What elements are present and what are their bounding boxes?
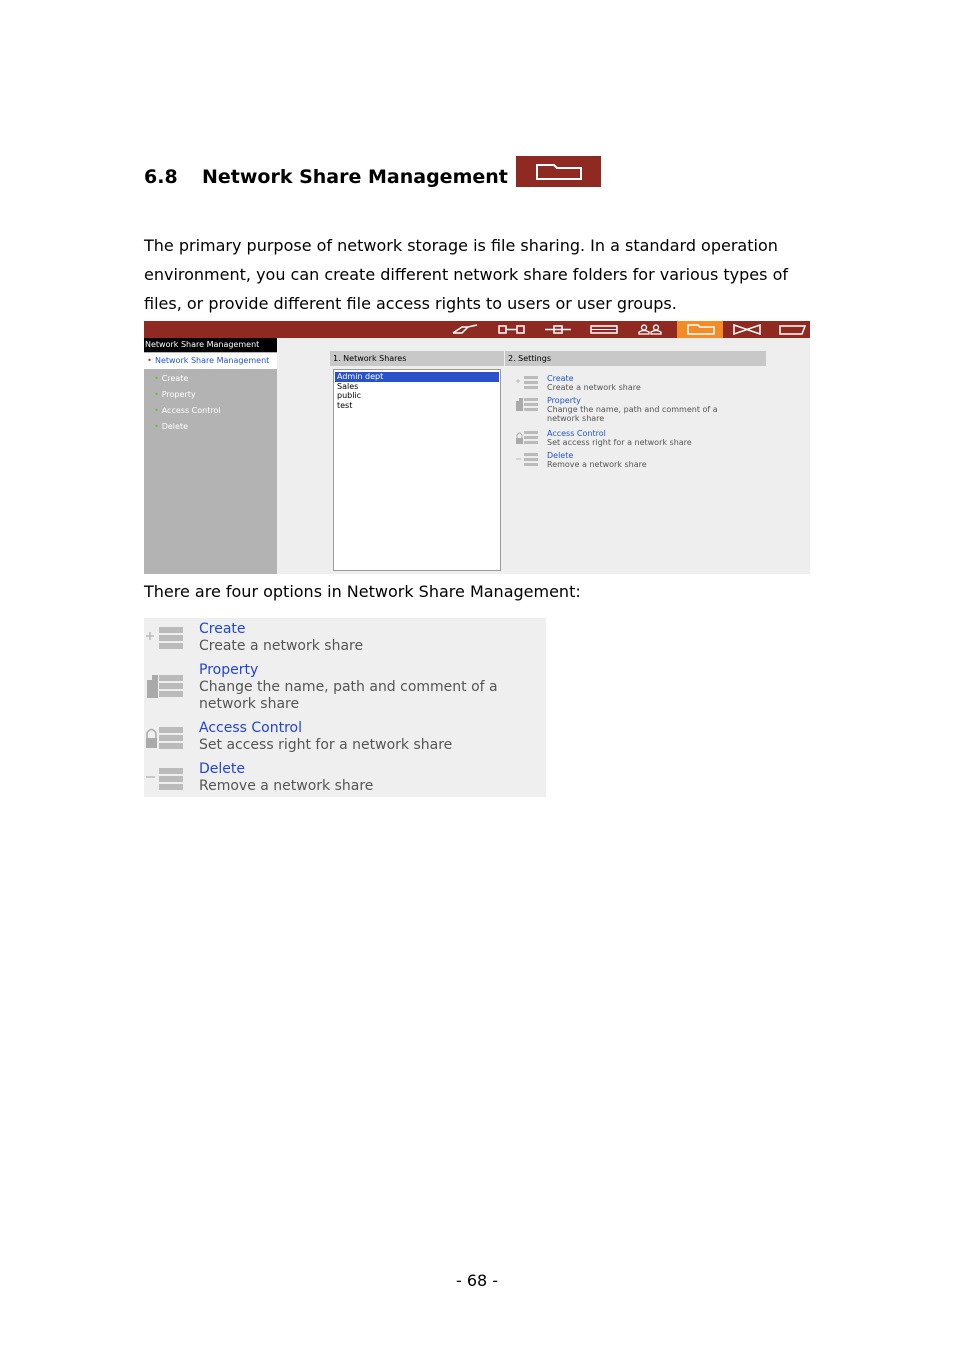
option-description: Create a network share bbox=[547, 383, 641, 392]
section-heading bbox=[144, 166, 508, 188]
system-icon[interactable] bbox=[442, 321, 488, 338]
option-description: Set access right for a network share bbox=[547, 438, 692, 447]
sidebar-item-label: Delete bbox=[161, 422, 189, 431]
remove-share-icon bbox=[145, 765, 185, 793]
bullet-icon: • bbox=[154, 374, 159, 383]
backup-icon[interactable] bbox=[723, 321, 769, 338]
bullet-icon: • bbox=[154, 390, 159, 399]
network-shares-list[interactable] bbox=[333, 369, 501, 571]
network-shares-header: 1. Network Shares bbox=[330, 351, 504, 366]
raid-icon[interactable] bbox=[580, 321, 626, 338]
bullet-icon: • bbox=[147, 356, 152, 365]
option-title: Access Control bbox=[199, 720, 302, 736]
option-title: Create bbox=[547, 374, 574, 383]
sidebar-title: Network Share Management bbox=[144, 338, 277, 352]
option-title: Property bbox=[199, 662, 259, 678]
settings-header: 2. Settings bbox=[505, 351, 766, 366]
page-number: - 68 - bbox=[455, 1271, 499, 1290]
network-share-icon[interactable] bbox=[677, 321, 723, 338]
option-title: Create bbox=[199, 621, 246, 637]
network-share-screenshot bbox=[144, 321, 810, 574]
sidebar-item-access-control[interactable] bbox=[154, 406, 221, 415]
sidebar-item-delete[interactable] bbox=[154, 422, 188, 431]
remove-share-icon bbox=[516, 452, 540, 468]
options-intro-paragraph: There are four options in Network Share Management: bbox=[144, 582, 581, 601]
tools-icon[interactable] bbox=[769, 321, 810, 338]
option-title: Access Control bbox=[547, 429, 606, 438]
option-description: Change the name, path and comment of a network share bbox=[547, 405, 718, 423]
option-title: Delete bbox=[199, 761, 245, 777]
sidebar-item-create[interactable] bbox=[154, 374, 188, 383]
network-icon[interactable] bbox=[534, 321, 580, 338]
sidebar-item-network-share-management[interactable] bbox=[144, 353, 277, 369]
intro-paragraph: The primary purpose of network storage is file sharing. In a standard operation environment, you can create different network share folders for various types of files, or provide different file access rights to users or user groups. bbox=[144, 236, 788, 313]
main-toolbar bbox=[144, 321, 810, 338]
add-share-icon bbox=[145, 625, 185, 653]
sidebar-item-label: Property bbox=[161, 390, 196, 399]
property-share-icon bbox=[145, 672, 185, 700]
sidebar-item-label: Access Control bbox=[161, 406, 221, 415]
storage-icon[interactable] bbox=[488, 321, 534, 338]
option-description: Remove a network share bbox=[547, 460, 647, 469]
lock-share-icon bbox=[516, 430, 540, 446]
list-item[interactable]: test bbox=[337, 400, 353, 410]
bullet-icon: • bbox=[154, 422, 159, 431]
option-title: Property bbox=[547, 396, 581, 405]
users-icon[interactable] bbox=[626, 321, 672, 338]
section-title: Network Share Management bbox=[202, 166, 508, 188]
sidebar bbox=[144, 338, 277, 574]
option-description: Change the name, path and comment of a network share bbox=[199, 679, 498, 712]
list-item[interactable]: Admin dept bbox=[335, 372, 499, 382]
option-title: Delete bbox=[547, 451, 574, 460]
sidebar-item-property[interactable] bbox=[154, 390, 196, 399]
folder-icon bbox=[516, 156, 601, 187]
section-number: 6.8 bbox=[144, 166, 178, 188]
option-description: Set access right for a network share bbox=[199, 737, 453, 753]
lock-share-icon bbox=[145, 724, 185, 752]
property-share-icon bbox=[516, 397, 540, 413]
sidebar-item-label: Network Share Management bbox=[155, 356, 270, 365]
list-item[interactable]: public bbox=[337, 391, 362, 400]
add-share-icon bbox=[516, 375, 540, 391]
option-description: Remove a network share bbox=[199, 778, 374, 794]
list-item[interactable]: Sales bbox=[337, 381, 359, 391]
options-panel bbox=[144, 618, 546, 797]
bullet-icon: • bbox=[154, 406, 159, 415]
sidebar-item-label: Create bbox=[161, 374, 189, 383]
option-description: Create a network share bbox=[199, 638, 364, 654]
